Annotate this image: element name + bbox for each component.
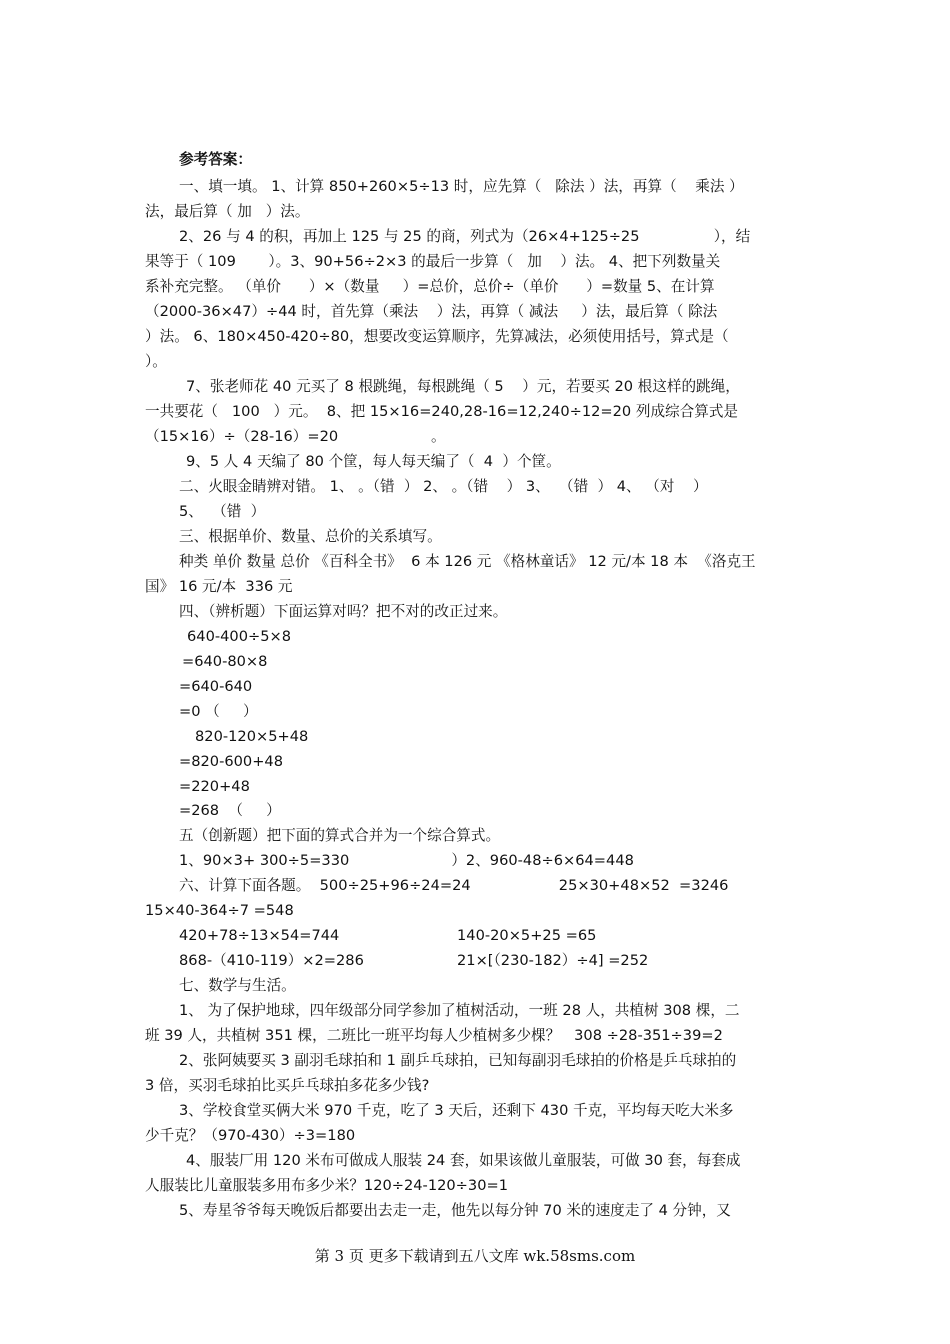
text-line: 2、张阿姨要买 3 副羽毛球拍和 1 副乒乓球拍，已知每副羽毛球拍的价格是乒乓球拍的 bbox=[179, 1052, 737, 1069]
text-line: （2000-36×47）÷44 时，首先算（乘法 ）法，再算（ 减法 ）法，最后算（ 除法 bbox=[145, 303, 718, 320]
section-heading: 七、数学与生活。 bbox=[179, 977, 296, 994]
text-line: 一共要花（ 100 ）元。 8、把 15×16=240,28-16=12,240÷12=20 列成综合算式是 bbox=[145, 403, 739, 420]
text-line: 1、 为了保护地球，四年级部分同学参加了植树活动，一班 28 人，共植树 308 棵，二 bbox=[179, 1002, 740, 1019]
text-line: 7、张老师花 40 元买了 8 根跳绳，每根跳绳（ 5 ）元，若要买 20 根这样的跳绳， bbox=[186, 378, 740, 395]
text-line: 国》 16 元/本 336 元 bbox=[145, 578, 293, 595]
text-line: 2、26 与 4 的积，再加上 125 与 25 的商，列式为（26×4+125÷25 ），结 bbox=[179, 228, 751, 245]
formula-line: 868-（410-119）×2=286 bbox=[179, 952, 364, 969]
section-heading: 二、火眼金睛辨对错。 1、 。（错 ） 2、 。（错 ） 3、 （错 ） 4、 （对 ） bbox=[179, 478, 708, 495]
formula-line: =0 （ ） bbox=[179, 703, 258, 720]
text-line: 果等于（ 109 ）。3、90+56÷2×3 的最后一步算（ 加 ）法。 4、把下列数量关 bbox=[145, 253, 721, 270]
section-heading: 四、（辨析题）下面运算对吗？把不对的改正过来。 bbox=[179, 603, 508, 620]
formula-line: =640-640 bbox=[179, 678, 253, 695]
text-line: 系补充完整。 （单价 ）×（数量 ）=总价，总价÷（单价 ）=数量 5、在计算 bbox=[145, 278, 715, 295]
section-heading: 六、计算下面各题。 500÷25+96÷24=24 25×30+48×52 =3246 bbox=[179, 877, 729, 894]
text-line: 1、90×3+ 300÷5=330 ）2、960-48÷6×64=448 bbox=[179, 852, 634, 869]
formula-line: =220+48 bbox=[179, 778, 250, 795]
formula-line: 420+78÷13×54=744 bbox=[179, 927, 340, 944]
text-line: ）。 bbox=[145, 353, 167, 370]
text-line: 人服装比儿童服装多用布多少米？120÷24-120÷30=1 bbox=[145, 1177, 508, 1194]
answers-heading: 参考答案： bbox=[179, 151, 252, 168]
text-line: 班 39 人，共植树 351 棵，二班比一班平均每人少植树多少棵？ 308 ÷28-351÷39=2 bbox=[145, 1027, 723, 1044]
formula-line: 15×40-364÷7 =548 bbox=[145, 902, 294, 919]
formula-line: 820-120×5+48 bbox=[195, 728, 309, 745]
text-line: 3、学校食堂买俩大米 970 千克，吃了 3 天后，还剩下 430 千克，平均每天吃大米多 bbox=[179, 1102, 734, 1119]
text-line: ）法。 6、180×450-420÷80，想要改变运算顺序，先算减法，必须使用括号，算式是（ bbox=[145, 328, 729, 345]
text-line: 一、填一填。 1、计算 850+260×5÷13 时，应先算（ 除法 ）法，再算（ 乘法 ） bbox=[179, 178, 744, 195]
section-heading: 五（创新题）把下面的算式合并为一个综合算式。 bbox=[179, 827, 501, 844]
formula-line: 640-400÷5×8 bbox=[187, 628, 292, 645]
text-line: 5、 （错 ） bbox=[179, 503, 266, 520]
text-line: 种类 单价 数量 总价 《百科全书》 6 本 126 元 《格林童话》 12 元/本 18 本 《洛克王 bbox=[179, 553, 756, 570]
text-line: 5、寿星爷爷每天晚饭后都要出去走一走，他先以每分钟 70 米的速度走了 4 分钟，又 bbox=[179, 1202, 731, 1219]
text-line: 3 倍，买羽毛球拍比买乒乓球拍多花多少钱? bbox=[145, 1077, 430, 1094]
section-heading: 三、根据单价、数量、总价的关系填写。 bbox=[179, 528, 442, 545]
text-line: 少千克？（970-430）÷3=180 bbox=[145, 1127, 356, 1144]
text-line: 4、服装厂用 120 米布可做成人服装 24 套，如果该做儿童服装，可做 30 套，每套成 bbox=[186, 1152, 741, 1169]
text-line: 9、5 人 4 天编了 80 个筐，每人每天编了（ 4 ）个筐。 bbox=[186, 453, 561, 470]
text-line: （15×16）÷（28-16）=20 。 bbox=[145, 428, 446, 445]
formula-line: 21×[（230-182）÷4] =252 bbox=[457, 952, 649, 969]
text-line: 法，最后算（ 加 ）法。 bbox=[145, 203, 310, 220]
formula-line: 140-20×5+25 =65 bbox=[457, 927, 597, 944]
formula-line: =268 （ ） bbox=[179, 802, 281, 819]
page-footer: 第 3 页 更多下载请到五八文库 wk.58sms.com bbox=[314, 1247, 636, 1265]
formula-line: =640-80×8 bbox=[182, 653, 268, 670]
formula-line: =820-600+48 bbox=[179, 753, 284, 770]
